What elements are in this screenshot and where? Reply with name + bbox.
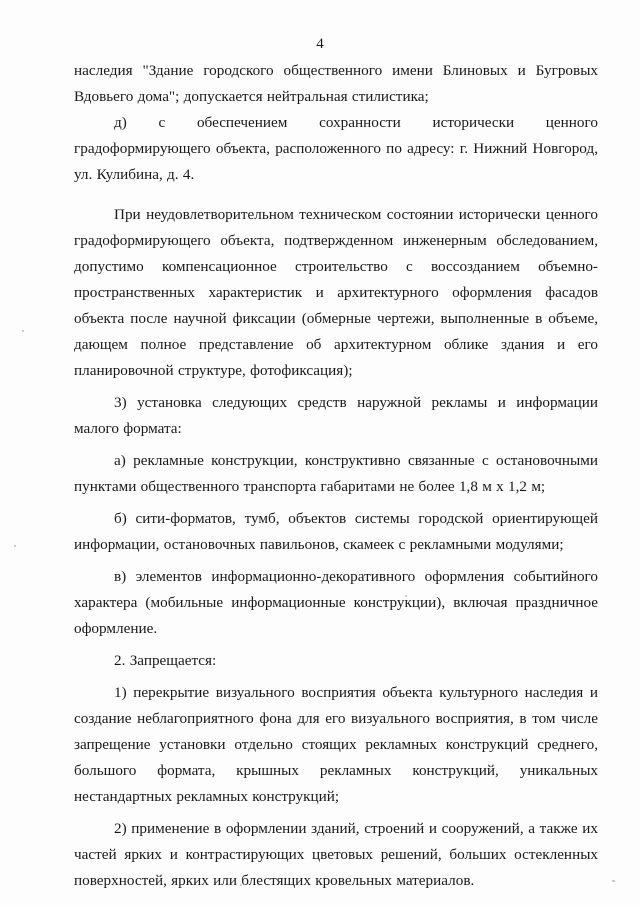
scan-speck xyxy=(14,545,16,547)
spread-word: обеспечением xyxy=(196,114,288,131)
paragraph: а) рекламные конструкции, конструктивно связанные с остановочными пунктами общественного транспорта габаритами не более 1,8 м х 1,2 м; xyxy=(74,452,598,495)
paragraph: 2) применение в оформлении зданий, строений и сооружений, а также их частей ярких и контрастирующих цветовых решений, больших остекленных поверхностей, ярких или блестящих кровельных материалов. xyxy=(74,820,598,889)
paragraph: б) сити-форматов, тумб, объектов системы городской ориентирующей информации, остановочных павильонов, скамеек с рекламными модулями; xyxy=(74,510,598,553)
paragraph: 3) установка следующих средств наружной рекламы и информации малого формата: xyxy=(74,394,598,437)
scan-speck xyxy=(612,880,615,882)
spread-word: с xyxy=(158,114,166,131)
paragraph: наследия "Здание городского общественного имени Блиновых и Бугровых Вдовьего дома"; допускается нейтральная стилистика; xyxy=(74,62,598,105)
scan-speck xyxy=(22,330,24,332)
paragraph: градоформирующего объекта, расположенного по адресу: г. Нижний Новгород, ул. Кулибина, д. 4. xyxy=(74,140,598,183)
spread-word: исторически xyxy=(432,114,515,131)
spread-word: ценного xyxy=(545,114,598,131)
spread-word: сохранности xyxy=(319,114,401,131)
page-number: 4 xyxy=(316,36,324,52)
paragraph: 2. Запрещается: xyxy=(114,652,217,669)
spread-word: д) xyxy=(114,114,127,131)
paragraph: в) элементов информационно-декоративного оформления событийного характера (мобильные информационные конструкции), включая праздничное оформление. xyxy=(74,568,598,637)
paragraph: При неудовлетворительном техническом состоянии исторически ценного градоформирующего объекта, подтвержденном инженерным обследованием, допустимо компенсационное строительство с воссозданием объемно-пространственных характеристик и архитектурного оформления фасадов объекта после научной фиксации (обмерные чертежи, выполненные в объеме, дающем полное представление об архитектурном облике здания и его планировочной структуре, фотофиксация); xyxy=(74,206,598,379)
spread-line xyxy=(74,110,598,136)
document-body xyxy=(74,58,598,894)
paragraph: 1) перекрытие визуального восприятия объекта культурного наследия и создание неблагоприятного фона для его визуального восприятия, в том числе запрещение установки отдельно стоящих рекламных конструкций среднего, большого формата, крышных рекламных конструкций, уникальных нестандартных рекламных конструкций; xyxy=(74,684,598,805)
